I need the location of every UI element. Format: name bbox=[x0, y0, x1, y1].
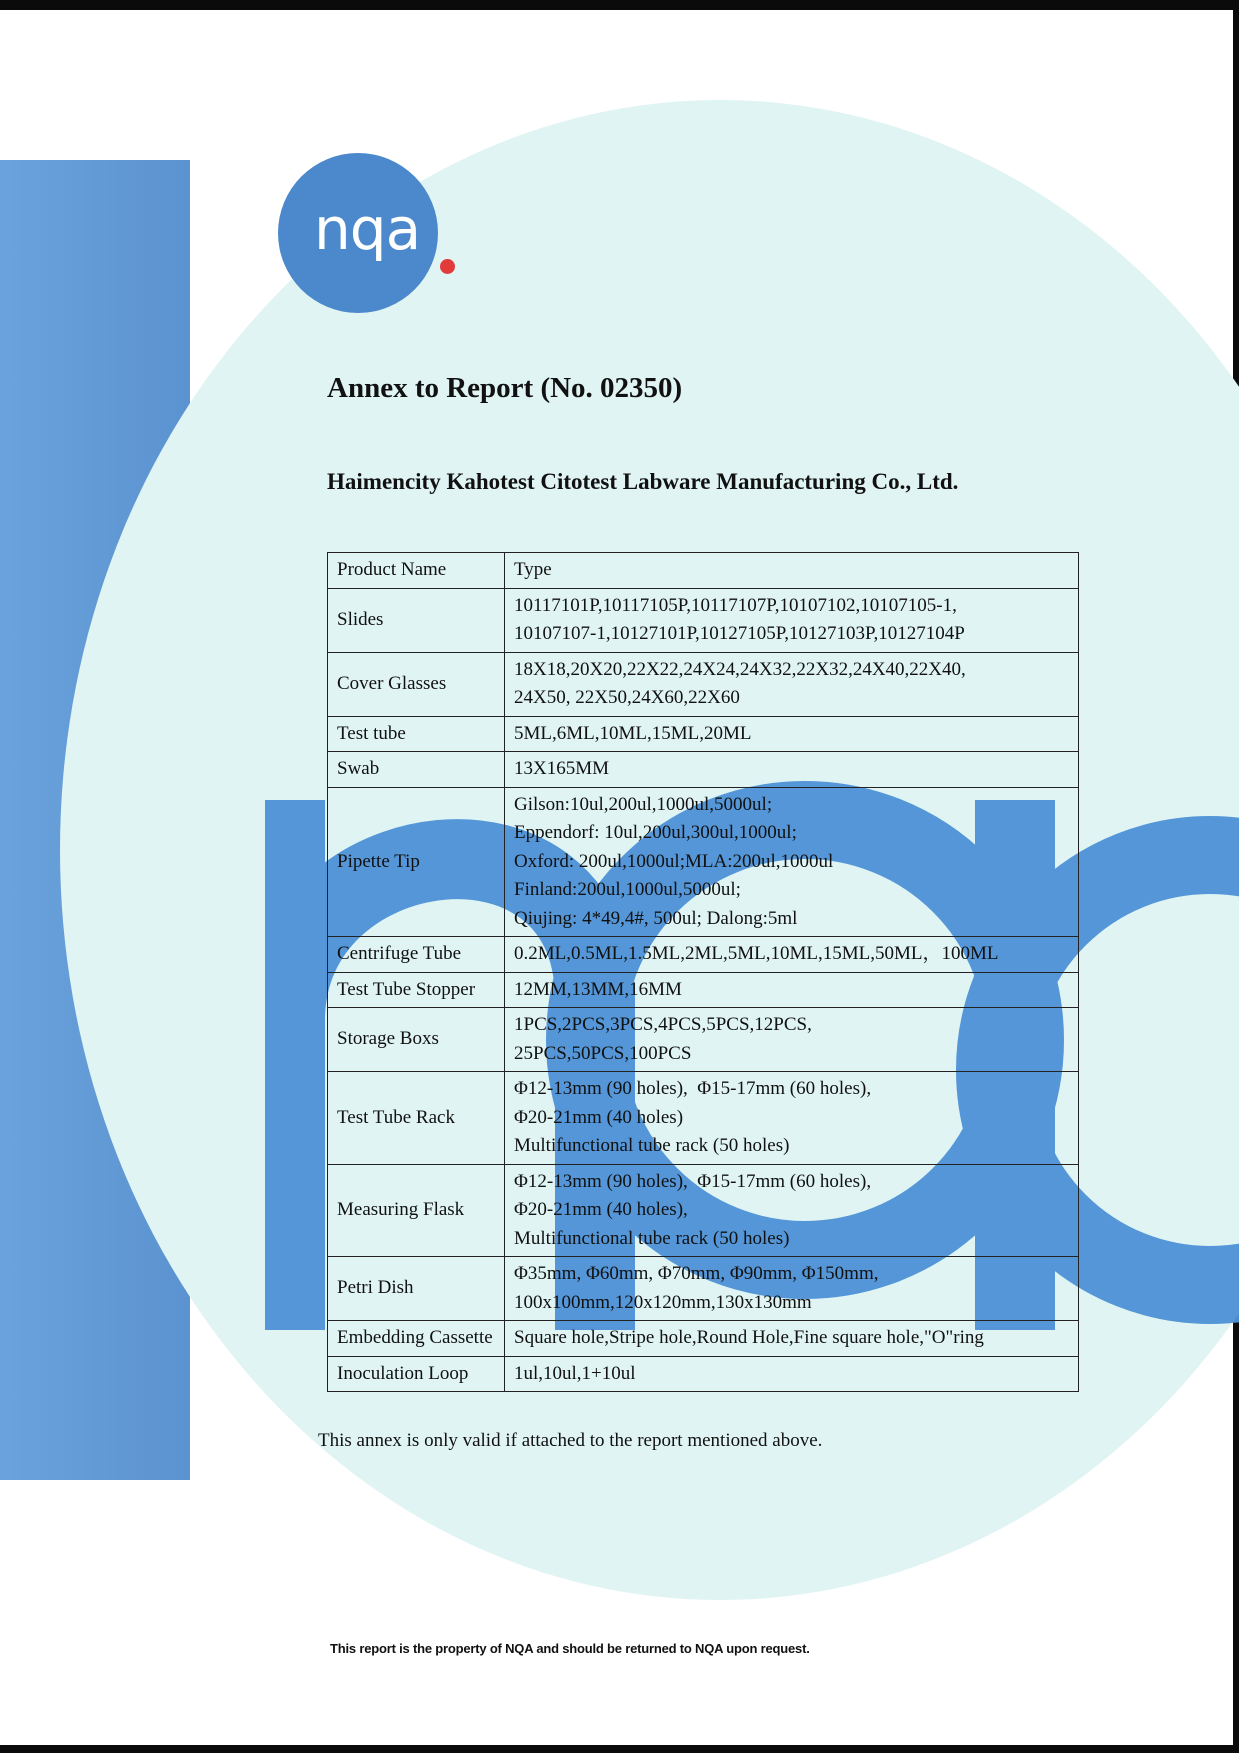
type-line: 12MM,13MM,16MM bbox=[514, 978, 682, 1000]
type-line: Multifunctional tube rack (50 holes) bbox=[514, 1227, 790, 1249]
type-line: Square hole,Stripe hole,Round Hole,Fine square hole,"O"ring bbox=[514, 1327, 984, 1348]
type-line: Oxford: 200ul,1000ul;MLA:200ul,1000ul bbox=[514, 850, 834, 872]
type-line: 10107107-1,10127101P,10127105P,10127103P,10127104P bbox=[514, 623, 965, 644]
table-row bbox=[328, 752, 1079, 788]
type-line: Φ12-13mm (90 holes), Φ15-17mm (60 holes), bbox=[514, 1170, 872, 1192]
type-cell bbox=[505, 1321, 1079, 1357]
scan-edge-top bbox=[0, 0, 1239, 10]
type-cell bbox=[505, 972, 1079, 1008]
type-cell bbox=[505, 1072, 1079, 1165]
type-line: 18X18,20X20,22X22,24X24,24X32,22X32,24X40,22X40, bbox=[514, 658, 966, 680]
type-line: Qiujing: 4*49,4#, 500ul; Dalong:5ml bbox=[514, 907, 798, 929]
type-cell bbox=[505, 588, 1079, 652]
type-line: Eppendorf: 10ul,200ul,300ul,1000ul; bbox=[514, 822, 797, 843]
type-line: Φ12-13mm (90 holes), Φ15-17mm (60 holes), bbox=[514, 1078, 872, 1099]
product-name-cell: Petri Dish bbox=[328, 1257, 505, 1321]
table-row bbox=[328, 1257, 1079, 1321]
nqa-logo bbox=[278, 153, 438, 313]
header-type: Type bbox=[505, 553, 1079, 589]
table-row bbox=[328, 937, 1079, 973]
type-cell bbox=[505, 652, 1079, 716]
validity-note: This annex is only valid if attached to the report mentioned above. bbox=[318, 1430, 823, 1451]
header-product-name: Product Name bbox=[328, 553, 505, 589]
product-name-cell: Slides bbox=[328, 588, 505, 652]
table-row bbox=[328, 716, 1079, 752]
product-name-cell: Test Tube Rack bbox=[328, 1072, 505, 1165]
logo-red-dot bbox=[440, 259, 455, 274]
type-line: Multifunctional tube rack (50 holes) bbox=[514, 1135, 790, 1156]
type-line: 100x100mm,120x120mm,130x130mm bbox=[514, 1291, 812, 1313]
table-body bbox=[328, 553, 1079, 1392]
footer-notice: This report is the property of NQA and should be returned to NQA upon request. bbox=[330, 1641, 810, 1656]
scan-edge-bottom bbox=[0, 1745, 1239, 1753]
table-row bbox=[328, 972, 1079, 1008]
type-cell bbox=[505, 787, 1079, 937]
type-line: 5ML,6ML,10ML,15ML,20ML bbox=[514, 722, 752, 744]
table-row bbox=[328, 1356, 1079, 1392]
table-header-row bbox=[328, 553, 1079, 589]
company-name: Haimencity Kahotest Citotest Labware Manufacturing Co., Ltd. bbox=[327, 469, 959, 494]
product-name-cell: Storage Boxs bbox=[328, 1008, 505, 1072]
product-name-cell: Cover Glasses bbox=[328, 652, 505, 716]
type-line: 25PCS,50PCS,100PCS bbox=[514, 1042, 692, 1064]
product-name-cell: Pipette Tip bbox=[328, 787, 505, 937]
product-name-cell: Test tube bbox=[328, 716, 505, 752]
logo-text: nqa bbox=[314, 195, 421, 263]
type-line: Φ35mm, Φ60mm, Φ70mm, Φ90mm, Φ150mm, bbox=[514, 1263, 879, 1284]
product-type-table bbox=[327, 552, 1079, 1392]
type-line: 0.2ML,0.5ML,1.5ML,2ML,5ML,10ML,15ML,50ML，100ML bbox=[514, 943, 999, 964]
type-line: Φ20-21mm (40 holes) bbox=[514, 1106, 684, 1128]
table-row bbox=[328, 1008, 1079, 1072]
product-name-cell: Measuring Flask bbox=[328, 1164, 505, 1257]
type-line: Φ20-21mm (40 holes), bbox=[514, 1199, 688, 1220]
table-row bbox=[328, 1072, 1079, 1165]
type-cell bbox=[505, 716, 1079, 752]
table-row bbox=[328, 652, 1079, 716]
product-name-cell: Swab bbox=[328, 752, 505, 788]
type-line: 1PCS,2PCS,3PCS,4PCS,5PCS,12PCS, bbox=[514, 1014, 812, 1035]
page-title: Annex to Report (No. 02350) bbox=[327, 372, 683, 404]
type-line: Gilson:10ul,200ul,1000ul,5000ul; bbox=[514, 793, 773, 815]
product-name-cell: Centrifuge Tube bbox=[328, 937, 505, 973]
type-line: 10117101P,10117105P,10117107P,10107102,10107105-1, bbox=[514, 594, 957, 616]
table-row bbox=[328, 787, 1079, 937]
type-line: 1ul,10ul,1+10ul bbox=[514, 1362, 636, 1384]
type-line: 24X50, 22X50,24X60,22X60 bbox=[514, 687, 740, 708]
type-cell bbox=[505, 1257, 1079, 1321]
product-name-cell: Test Tube Stopper bbox=[328, 972, 505, 1008]
product-name-cell: Embedding Cassette bbox=[328, 1321, 505, 1357]
type-line: Finland:200ul,1000ul,5000ul; bbox=[514, 879, 741, 900]
table-row bbox=[328, 588, 1079, 652]
product-name-cell: Inoculation Loop bbox=[328, 1356, 505, 1392]
type-line: 13X165MM bbox=[514, 758, 610, 779]
type-cell bbox=[505, 937, 1079, 973]
type-cell bbox=[505, 752, 1079, 788]
type-cell bbox=[505, 1356, 1079, 1392]
type-cell bbox=[505, 1008, 1079, 1072]
table-row bbox=[328, 1164, 1079, 1257]
type-cell bbox=[505, 1164, 1079, 1257]
table-row bbox=[328, 1321, 1079, 1357]
